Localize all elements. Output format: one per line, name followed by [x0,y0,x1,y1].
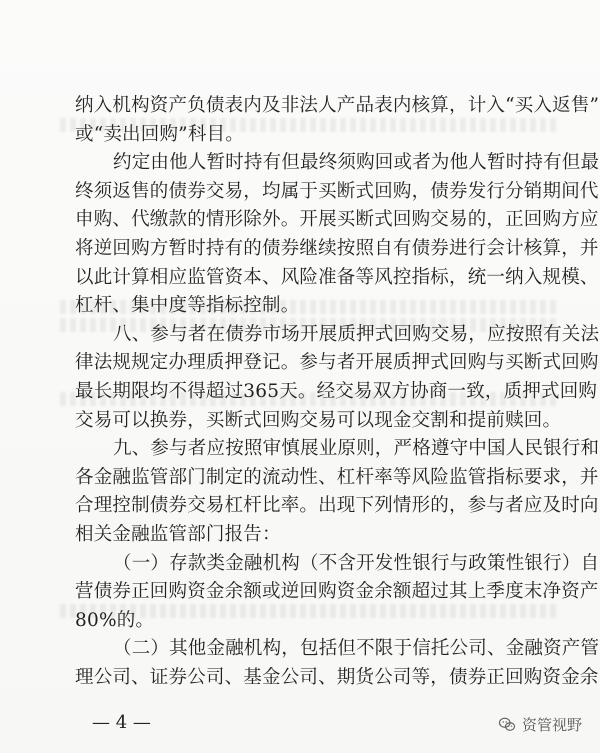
text-line: 申购、代缴款的情形除外。开展买断式回购交易的，正回购方应 [75,209,599,231]
text-line: 理公司、证券公司、基金公司、期货公司等，债券正回购资金余 [75,667,599,688]
text-line: （一）存款类金融机构（不含开发性银行与政策性银行）自 [113,552,600,574]
text-line: 以此计算相应监管资本、风险准备等风控指标，统一纳入规模、 [75,266,599,288]
text-line: 约定由他人暂时持有但最终须购回或者为他人暂时持有但最 [113,152,600,174]
text-line: （二）其他金融机构，包括但不限于信托公司、金融资产管 [113,638,600,660]
text-line: 纳入机构资产负债表内及非法人产品表内核算，计入“买入返售” [75,95,600,116]
text-line: 相关金融监管部门报告： [75,524,281,545]
watermark-text: 资管视野 [521,716,582,734]
wechat-icon [498,716,516,734]
text-line: 最长期限均不得超过365天。经交易双方协商一致，质押式回购 [75,381,598,402]
text-line: 律法规规定办理质押登记。参与者开展质押式回购与买断式回购 [75,352,599,374]
text-line: 将逆回购方暂时持有的债券继续按照自有债券进行会计核算，并 [75,238,599,259]
text-line: 终须返售的债券交易，均属于买断式回购，债券发行分销期间代 [75,180,599,202]
text-line: 合理控制债券交易杠杆比率。出现下列情形的，参与者应及时向 [75,495,599,517]
text-line: 各金融监管部门制定的流动性、杠杆率等风险监管指标要求，并 [75,466,599,488]
text-line: 杠杆、集中度等指标控制。 [75,295,300,317]
text-line: 交易可以换券，买断式回购交易可以现金交割和提前赎回。 [75,409,562,431]
page-number: — 4 — [92,711,151,733]
text-line: 八、参与者在债券市场开展质押式回购交易，应按照有关法 [113,323,600,345]
text-line: 或“卖出回购”科目。 [75,123,244,145]
watermark [498,714,582,735]
text-line: 九、参与者应按照审慎展业原则，严格遵守中国人民银行和 [113,438,600,460]
text-line: 80%的。 [75,609,155,631]
text-line: 营债券正回购资金余额或逆回购资金余额超过其上季度末净资产 [75,581,599,603]
